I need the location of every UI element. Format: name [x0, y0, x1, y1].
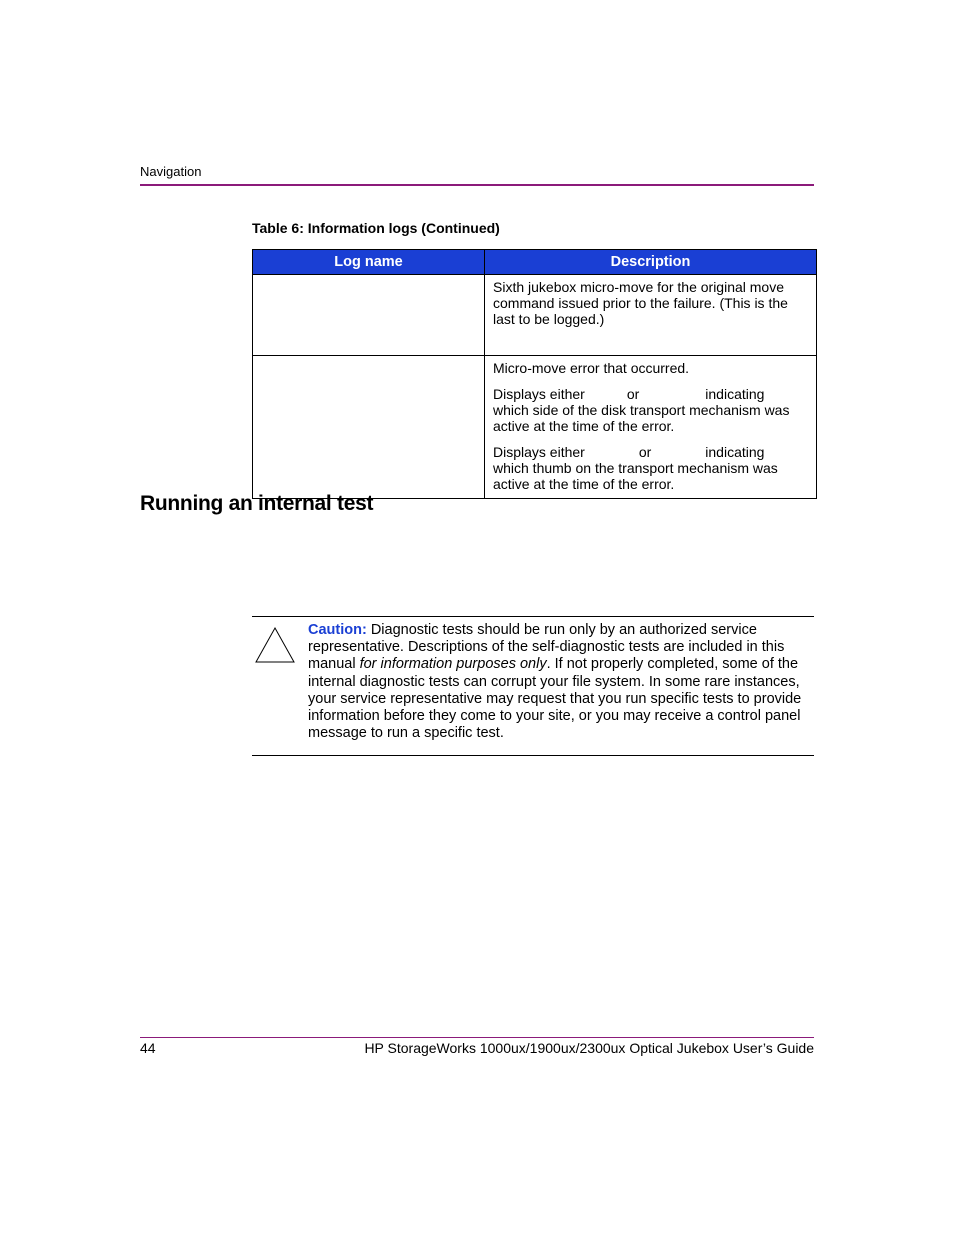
table-header-row [253, 250, 817, 275]
log-name-cell [253, 275, 485, 356]
information-logs-table [252, 249, 817, 499]
column-header-log-name: Log name [253, 250, 485, 275]
section-heading: Running an internal test [140, 492, 374, 515]
table-caption: Table 6: Information logs (Continued) [252, 220, 500, 236]
caution-note: Caution: Diagnostic tests should be run only by an authorized service representative. Descriptions of the self-diagnostic tests are included in this manual for information purposes only. If not properly completed, some of the internal diagnostic tests can corrupt your file system. In some rare instances, your service representative may request that you run specific tests to provide information before they come to your site, or you may receive a control panel message to run a specific test. [308, 622, 802, 742]
description-text: Sixth jukebox micro-move for the original move command issued prior to the failure. (This is the last to be logged.) [493, 279, 788, 327]
description-cell [485, 356, 817, 499]
document-title: HP StorageWorks 1000ux/1900ux/2300ux Optical Jukebox User’s Guide [364, 1040, 814, 1056]
caution-top-rule [252, 616, 814, 617]
caution-label: Caution: [308, 622, 367, 638]
caution-bottom-rule [252, 755, 814, 756]
table-row [253, 275, 817, 356]
footer-divider [140, 1037, 814, 1038]
table-row [253, 356, 817, 499]
column-header-description: Description [485, 250, 817, 275]
header-divider [140, 184, 814, 186]
page-number: 44 [140, 1040, 156, 1056]
description-cell [485, 275, 817, 356]
description-text: Micro-move error that occurred. [493, 360, 690, 376]
log-name-cell [253, 356, 485, 499]
description-text: Displays either or indicating which thumb on the transport mechanism was active at the time of the error. [493, 444, 778, 492]
caution-triangle-icon [254, 626, 296, 669]
description-text: Displays either or indicating which side of the disk transport mechanism was active at the time of the error. [493, 386, 790, 434]
running-header: Navigation [140, 164, 202, 179]
